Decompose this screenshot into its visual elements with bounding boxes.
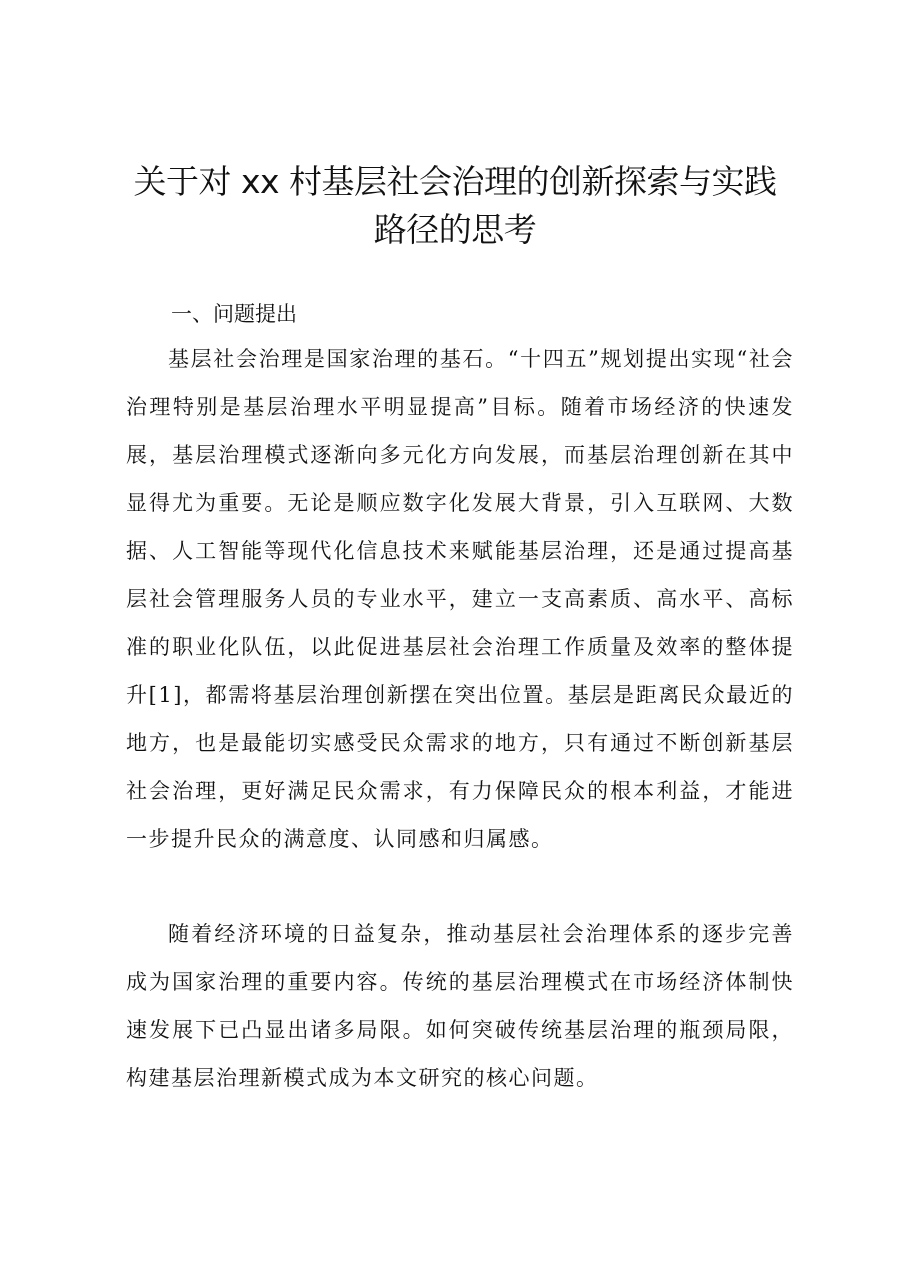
document-title [110, 158, 800, 254]
section-heading: 一、问题提出 [171, 302, 297, 326]
title-line-1: 关于对 xx 村基层社会治理的创新探索与实践 [133, 162, 777, 201]
body-paragraph-1: 基层社会治理是国家治理的基石。“十四五”规划提出实现“社会治理特别是基层治理水平明显提高”目标。随着市场经济的快速发展，基层治理模式逐渐向多元化方向发展，而基层治理创新在其中显得尤为重要。无论是顺应数字化发展大背景，引入互联网、大数据、人工智能等现代化信息技术来赋能基层治理，还是通过提高基层社会管理服务人员的专业水平，建立一支高素质、高水平、高标准的职业化队伍，以此促进基层社会治理工作质量及效率的整体提升[1]，都需将基层治理创新摆在突出位置。基层是距离民众最近的地方，也是最能切实感受民众需求的地方，只有通过不断创新基层社会治理，更好满足民众需求，有力保障民众的根本利益，才能进一步提升民众的满意度、认同感和归属感。 [126, 347, 794, 851]
body-paragraph-2: 随着经济环境的日益复杂，推动基层社会治理体系的逐步完善成为国家治理的重要内容。传统的基层治理模式在市场经济体制快速发展下已凸显出诸多局限。如何突破传统基层治理的瓶颈局限，构建基层治理新模式成为本文研究的核心问题。 [126, 922, 794, 1090]
title-line-2: 路径的思考 [373, 210, 537, 249]
